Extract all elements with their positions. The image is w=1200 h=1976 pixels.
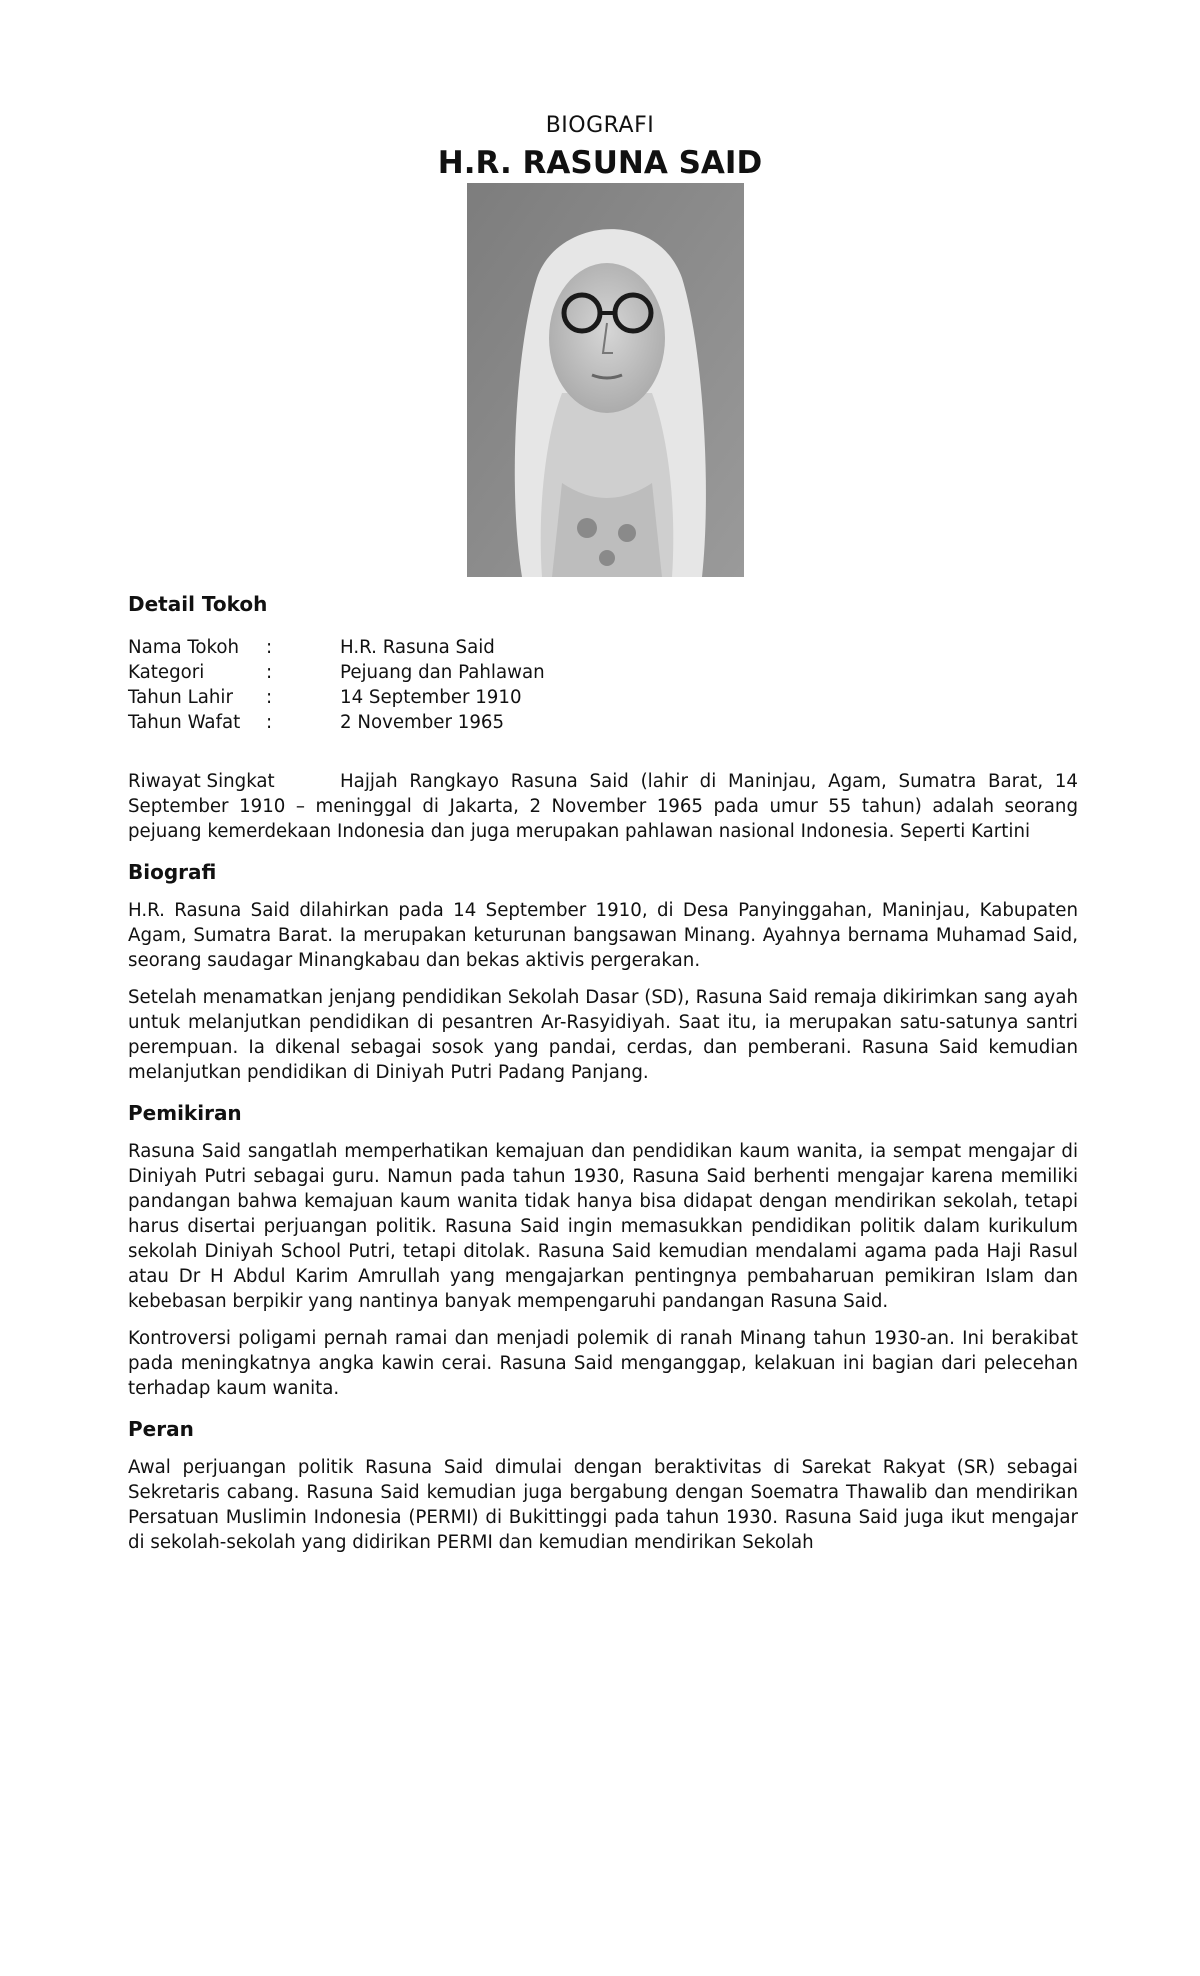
document-kicker: BIOGRAFI [545,113,655,138]
detail-colon: : [266,662,273,683]
detail-colon: : [266,687,273,708]
detail-label: Tahun Lahir [128,687,233,708]
pemikiran-paragraph-2: Kontroversi poligami pernah ramai dan menjadi polemik di ranah Minang tahun 1930-an. Ini berakibat pada meningkatnya angka kawin cerai. Rasuna Said menganggap, kelakuan ini bagian dari pelecehan terhadap kaum wanita. [128,1328,1078,1399]
portrait-drawing [467,183,744,577]
detail-value: H.R. Rasuna Said [340,637,495,658]
detail-colon: : [266,637,273,658]
riwayat-label: Riwayat Singkat [128,771,275,792]
detail-row [128,660,1078,685]
detail-row [128,635,1078,660]
detail-table [128,635,1078,735]
detail-value: 2 November 1965 [340,712,505,733]
pemikiran-paragraph-1: Rasuna Said sangatlah memperhatikan kemajuan dan pendidikan kaum wanita, ia sempat mengajar di Diniyah Putri sebagai guru. Namun pada tahun 1930, Rasuna Said berhenti mengajar karena memiliki pandangan bahwa kemajuan kaum wanita tidak hanya bisa didapat dengan mendirikan sekolah, tetapi harus disertai perjuangan politik. Rasuna Said ingin memasukkan pendidikan politik dalam kurikulum sekolah Diniyah School Putri, tetapi ditolak. Rasuna Said kemudian mendalami agama pada Haji Rasul atau Dr H Abdul Karim Amrullah yang mengajarkan pentingnya pembaharuan pemikiran Islam dan kebebasan berpikir yang nantinya banyak mempengaruhi pandangan Rasuna Said. [128,1141,1078,1312]
document-body [128,590,1078,1555]
detail-label: Tahun Wafat [128,712,241,733]
document-header [0,112,1200,183]
biografi-heading: Biografi [128,860,217,884]
peran-paragraph-1: Awal perjuangan politik Rasuna Said dimulai dengan beraktivitas di Sarekat Rakyat (SR) sebagai Sekretaris cabang. Rasuna Said kemudian juga bergabung dengan Soematra Thawalib dan mendirikan Persatuan Muslimin Indonesia (PERMI) di Bukittinggi pada tahun 1930. Rasuna Said juga ikut mengajar di sekolah-sekolah yang didirikan PERMI dan kemudian mendirikan Sekolah [128,1457,1078,1553]
detail-label: Kategori [128,662,205,683]
detail-colon: : [266,712,273,733]
detail-row [128,685,1078,710]
detail-heading: Detail Tokoh [128,592,268,616]
biografi-paragraph-2: Setelah menamatkan jenjang pendidikan Sekolah Dasar (SD), Rasuna Said remaja dikirimkan sang ayah untuk melanjutkan pendidikan di pesantren Ar-Rasyidiyah. Saat itu, ia merupakan satu-satunya santri perempuan. Ia dikenal sebagai sosok yang pandai, cerdas, dan pemberani. Rasuna Said kemudian melanjutkan pendidikan di Diniyah Putri Padang Panjang. [128,987,1078,1083]
riwayat-text: Hajjah Rangkayo Rasuna Said (lahir di Maninjau, Agam, Sumatra Barat, 14 September 1910 – meninggal di Jakarta, 2 November 1965 pada umur 55 tahun) adalah seorang pejuang kemerdekaan Indonesia dan juga merupakan pahlawan nasional Indonesia. Seperti Kartini [128,771,1078,842]
riwayat-paragraph [128,769,1078,844]
pemikiran-heading: Pemikiran [128,1101,242,1125]
detail-row [128,710,1078,735]
document-title: H.R. RASUNA SAID [437,145,763,181]
detail-label: Nama Tokoh [128,637,240,658]
peran-heading: Peran [128,1417,194,1441]
portrait-photo [467,183,744,577]
biografi-paragraph-1: H.R. Rasuna Said dilahirkan pada 14 September 1910, di Desa Panyinggahan, Maninjau, Kabupaten Agam, Sumatra Barat. Ia merupakan keturunan bangsawan Minang. Ayahnya bernama Muhamad Said, seorang saudagar Minangkabau dan bekas aktivis pergerakan. [128,900,1078,971]
detail-value: 14 September 1910 [340,687,522,708]
detail-value: Pejuang dan Pahlawan [340,662,545,683]
